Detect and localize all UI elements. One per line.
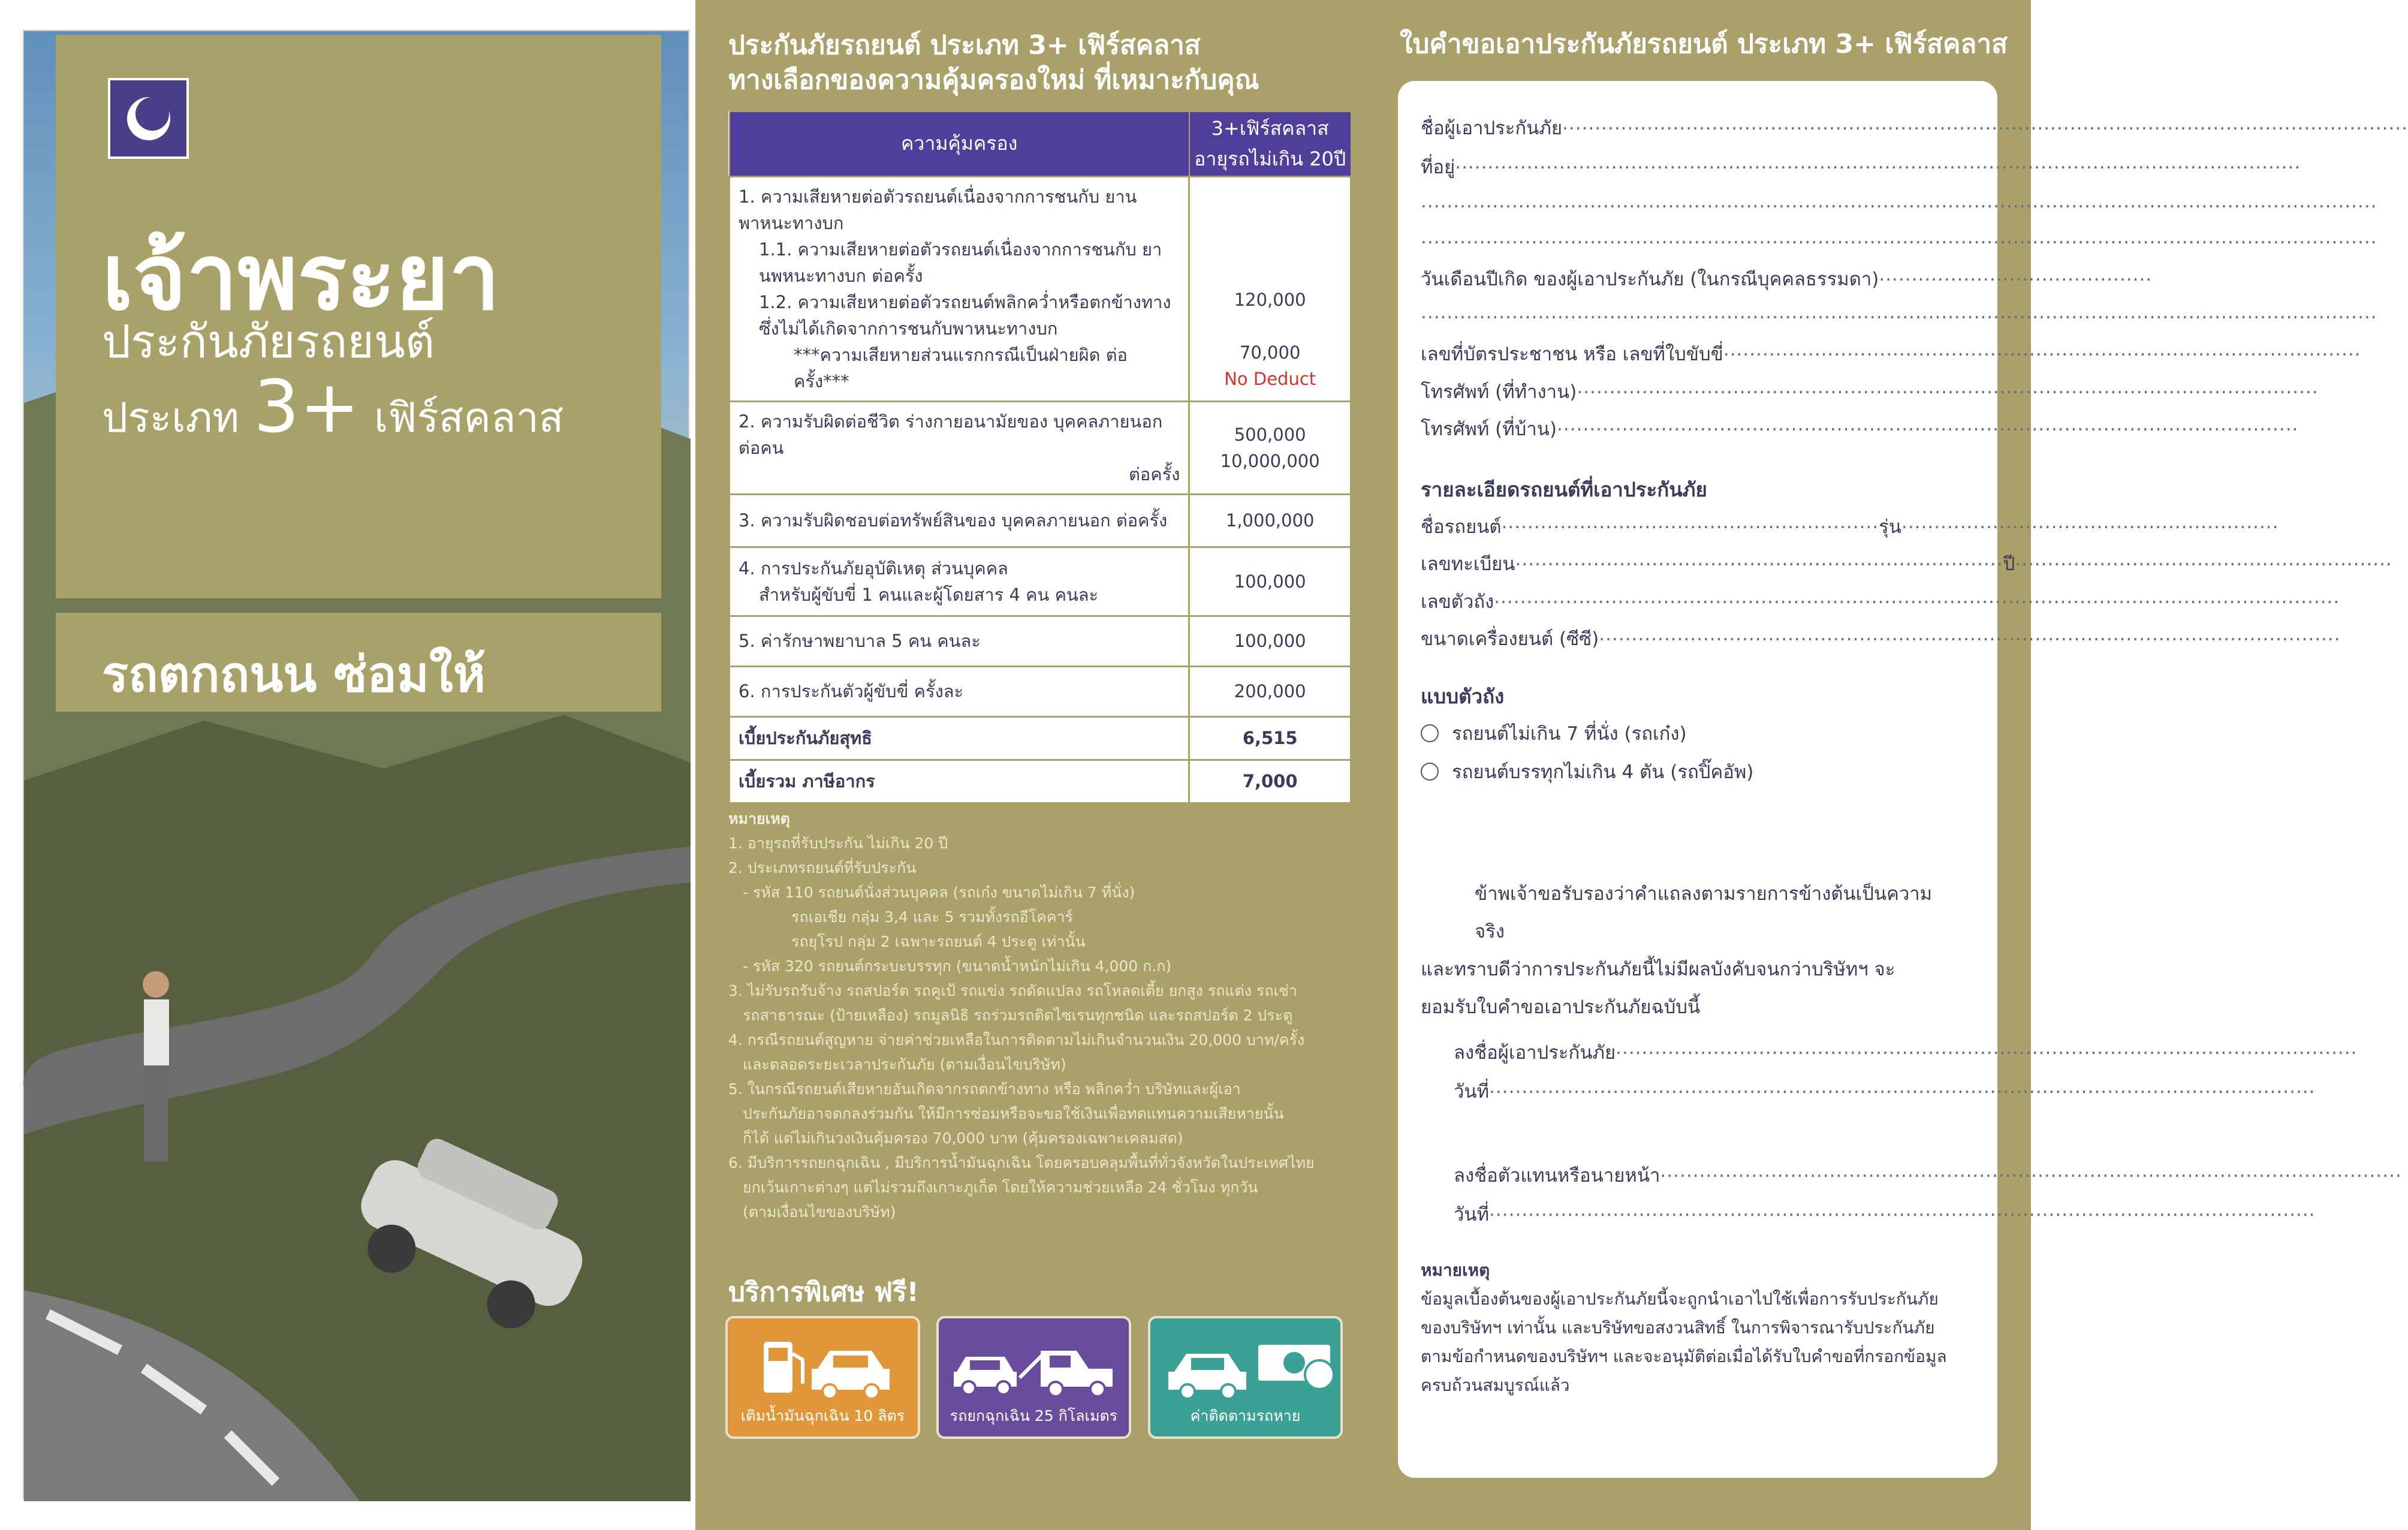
coverage-heading-1: ประกันภัยรถยนต์ ประเภท 3+ เฟิร์สคลาส xyxy=(728,30,1201,61)
car-details-heading: รายละเอียดรถยนต์ที่เอาประกันภัย xyxy=(1421,478,1707,501)
type-number: 3+ xyxy=(254,366,360,449)
form-note-heading: หมายเหตุ xyxy=(1421,1260,1490,1280)
row3-desc: 3. ความรับผิดชอบต่อทรัพย์สินของ บุคคลภายนอก ต่อครั้ง xyxy=(730,494,1189,547)
note-line: รถยุโรป กลุ่ม 2 เฉพาะรถยนต์ 4 ประตู เท่านั้น xyxy=(791,933,1086,950)
birth-date-field[interactable]: วันเดือนปีเกิด ของผู้เอาประกันภัย (ในกรณีบุคคลธรรมดา) .......................................... xyxy=(1421,264,1960,294)
row2-desc-b: ต่อครั้ง xyxy=(1128,463,1180,484)
field-label: วันเดือนปีเกิด ของผู้เอาประกันภัย (ในกรณีบุคคลธรรมดา) xyxy=(1421,269,1879,290)
field-label: ที่อยู่ xyxy=(1421,156,1455,178)
row1-1: 1.1. ความเสียหายต่อตัวรถยนต์เนื่องจากการชนกับ ยานพหนะทางบก ต่อครั้ง xyxy=(759,239,1162,286)
type-suffix: เฟิร์สคลาส xyxy=(374,394,564,442)
insured-name-field[interactable]: ชื่อผู้เอาประกันภัย .................................................................................................................................. xyxy=(1421,113,1960,143)
row4-value: 100,000 xyxy=(1189,547,1351,616)
row1-2-value: 70,000 xyxy=(1239,342,1301,363)
fuel-car-icon xyxy=(728,1327,923,1405)
radio-circle[interactable] xyxy=(1421,724,1439,742)
field-label: เลขทะเบียน xyxy=(1421,553,1515,575)
note-line: 3. ไม่รับรถรับจ้าง รถสปอร์ต รถคูเป้ รถแข่ง รถดัดแปลง รถโหลดเตี้ย ยกสูง รถแต่ง รถเช่า xyxy=(728,982,1298,999)
company-logo xyxy=(108,78,189,159)
insured-date-field[interactable]: วันที่ ............................................................................................................................... xyxy=(1454,1076,1960,1106)
col-plan-header xyxy=(1189,112,1351,176)
row2-value-2: 10,000,000 xyxy=(1220,450,1320,471)
note-line: (ตามเงื่อนไขของบริษัท) xyxy=(743,1203,896,1221)
body-type-option-pickup[interactable] xyxy=(1421,757,1753,787)
note-line: ประกันภัยอาจตกลงร่วมกัน ให้มีการซ่อมหรือจะขอใช้เงินเพื่อทดแทนความเสียหายนั้น xyxy=(743,1105,1284,1122)
declaration-line: ข้าพเจ้าขอรับรองว่าคำแถลงตามรายการข้างต้นเป็นความจริง xyxy=(1475,883,1933,942)
total-premium-label: เบี้ยรวม ภาษีอากร xyxy=(730,760,1189,803)
home-phone-field[interactable]: โทรศัพท์ (ที่บ้าน) .................................................................................................................. xyxy=(1421,414,1960,444)
row6-value: 200,000 xyxy=(1189,666,1351,716)
field-label: รุ่น xyxy=(1879,516,1901,538)
tow-truck-icon xyxy=(939,1327,1134,1405)
row1-1-value: 120,000 xyxy=(1234,289,1306,310)
option-label: รถยนต์ไม่เกิน 7 ที่นั่ง (รถเก๋ง) xyxy=(1452,723,1687,745)
row1-note-value: No Deduct xyxy=(1224,368,1316,389)
form-note-line: ครบถ้วนสมบูรณ์แล้ว xyxy=(1421,1375,1570,1395)
car-name-field[interactable]: ชื่อรถยนต์ .......................................................... รุ่น .......................................................... xyxy=(1421,511,1960,541)
product-subtitle: ประกันภัยรถยนต์ xyxy=(102,315,435,368)
form-note-line: ของบริษัทฯ เท่านั้น และบริษัทขอสงวนสิทธิ์ ในการพิจารณารับประกันภัย xyxy=(1421,1318,1935,1338)
field-label: วันที่ xyxy=(1454,1204,1490,1225)
car-money-icon xyxy=(1150,1327,1345,1405)
work-phone-field[interactable]: โทรศัพท์ (ที่ทำงาน) .................................................................................................................. xyxy=(1421,377,1960,406)
table-row xyxy=(730,716,1351,760)
field-label: วันที่ xyxy=(1454,1081,1490,1103)
product-type xyxy=(102,366,563,450)
note-line: 4. กรณีรถยนต์สูญหาย จ่ายค่าช่วยเหลือในการติดตามไม่เกินจำนวนเงิน 20,000 บาท/ครั้ง xyxy=(728,1031,1305,1049)
row2-desc: 2. ความรับผิดต่อชีวิต ร่างกายอนามัยของ บุคคลภายนอก ต่อคน xyxy=(739,411,1163,458)
note-line: - รหัส 320 รถยนต์กระบะบรรทุก (ขนาดน้ำหนักไม่เกิน 4,000 ก.ก) xyxy=(743,957,1172,975)
note-line: ก็ได้ แต่ไม่เกินวงเงินคุ้มครอง 70,000 บาท (คุ้มครองเฉพาะเคลมสด) xyxy=(743,1130,1183,1147)
application-form-panel xyxy=(1364,0,2408,1530)
field-label: ชื่อรถยนต์ xyxy=(1421,516,1502,538)
row5-desc: 5. ค่ารักษาพยาบาล 5 คน คนละ xyxy=(730,616,1189,666)
note-line: 2. ประเภทรถยนต์ที่รับประกัน xyxy=(728,859,917,877)
service-label-tow: รถยกฉุกเฉิน 25 กิโลเมตร xyxy=(950,1407,1118,1424)
field-label: เลขตัวถัง xyxy=(1421,591,1494,613)
agent-signature-field[interactable]: ลงชื่อตัวแทนหรือนายหน้า .................................................................................................................. xyxy=(1454,1160,1960,1190)
declaration-line: ยอมรับใบคำขอเอาประกันภัยฉบับนี้ xyxy=(1421,996,1701,1018)
col-plan-line2: อายุรถไม่เกิน 20ปี xyxy=(1194,147,1346,170)
form-note-line: ข้อมูลเบื้องต้นของผู้เอาประกันภัยนี้จะถูกนำเอาไปใช้เพื่อการรับประกันภัย xyxy=(1421,1289,1939,1309)
note-line: และตลอดระยะเวลาประกันภัย (ตามเงื่อนไขบริษัท) xyxy=(743,1056,1066,1073)
note-line: 6. มีบริการรถยกฉุกเฉิน , มีบริการน้ำมันฉุกเฉิน โดยครอบคลุมพื้นที่ทั่วจังหวัดในประเทศไทย xyxy=(728,1154,1315,1171)
note-line: รถสาธารณะ (ป้ายเหลือง) รถมูลนิธิ รถร่วมรถติดไซเรนทุกชนิด และรถสปอร์ต 2 ประตู xyxy=(743,1007,1293,1024)
field-label: เลขที่บัตรประชาชน หรือ เลขที่ใบขับขี่ xyxy=(1421,344,1723,365)
form-note-line: ตามข้อกำหนดของบริษัทฯ และจะอนุมัติต่อเมื่อได้รับใบคำขอที่กรอกข้อมูล xyxy=(1421,1347,1947,1366)
table-row xyxy=(730,401,1351,494)
row6-desc: 6. การประกันตัวผู้ขับขี่ ครั้งละ xyxy=(730,666,1189,716)
radio-circle[interactable] xyxy=(1421,763,1439,781)
engine-size-field[interactable]: ขนาดเครื่องยนต์ (ซีซี) .................................................................................................................. xyxy=(1421,624,1960,653)
declaration-line: และทราบดีว่าการประกันภัยนี้ไม่มีผลบังคับจนกว่าบริษัทฯ จะ xyxy=(1421,959,1895,980)
service-label-tracking: ค่าติดตามรถหาย xyxy=(1190,1407,1301,1424)
table-row xyxy=(730,547,1351,616)
coverage-panel xyxy=(695,0,1364,1530)
form-note xyxy=(1421,1256,1960,1400)
col-plan-line1: 3+เฟิร์สคลาส xyxy=(1211,116,1329,140)
note-line: - รหัส 110 รถยนต์นั่งส่วนบุคคล (รถเก๋ง ขนาดไม่เกิน 7 ที่นั่ง) xyxy=(743,884,1135,901)
plate-field[interactable]: เลขทะเบียน ........................................................................... ปี .......................................................... xyxy=(1421,549,1960,579)
field-label: ขนาดเครื่องยนต์ (ซีซี) xyxy=(1421,628,1599,650)
id-number-field[interactable]: เลขที่บัตรประชาชน หรือ เลขที่ใบขับขี่ .................................................................................................. xyxy=(1421,339,1960,369)
row4-desc: 4. การประกันภัยอุบัติเหตุ ส่วนบุคคล xyxy=(739,558,1008,579)
table-row xyxy=(730,666,1351,716)
net-premium-value: 6,515 xyxy=(1189,716,1351,760)
service-card-fuel xyxy=(725,1316,920,1439)
field-label: ลงชื่อตัวแทนหรือนายหน้า xyxy=(1454,1165,1660,1186)
row1-2: 1.2. ความเสียหายต่อตัวรถยนต์พลิกคว่ำหรือตกข้างทาง ซึ่งไม่ได้เกิดจากการชนกับพาหนะทางบก xyxy=(759,291,1171,339)
brand-name: เจ้าพระยา xyxy=(102,224,501,330)
row2-value-1: 500,000 xyxy=(1234,424,1306,445)
cover-panel xyxy=(0,0,695,1530)
declaration xyxy=(1421,875,1960,1026)
body-type-heading: แบบตัวถัง xyxy=(1421,685,1505,708)
table-row xyxy=(730,176,1351,401)
field-label: ลงชื่อผู้เอาประกันภัย xyxy=(1454,1042,1616,1064)
service-card-tow xyxy=(936,1316,1131,1439)
table-row xyxy=(730,494,1351,547)
type-prefix: ประเภท xyxy=(102,394,240,442)
notes-heading: หมายเหตุ xyxy=(728,810,790,827)
birth-date-line-2[interactable]: ................................................................................................................................................... xyxy=(1421,302,2377,323)
row4-desc-b: สำหรับผู้ขับขี่ 1 คนและผู้โดยสาร 4 คน คนละ xyxy=(759,584,1099,605)
row5-value: 100,000 xyxy=(1189,616,1351,666)
note-line: รถเอเชีย กลุ่ม 3,4 และ 5 รวมทั้งรถอีโคคาร์ xyxy=(791,908,1074,926)
table-row xyxy=(730,616,1351,666)
service-card-tracking xyxy=(1148,1316,1343,1439)
slogan: รถตกถนน ซ่อมให้ xyxy=(102,646,486,703)
note-line: ยกเว้นเกาะต่างๆ แต่ไม่รวมถึงเกาะภูเก็ต โดยให้ความช่วยเหลือ 24 ชั่วโมง ทุกวัน xyxy=(743,1179,1258,1196)
agent-date-field[interactable]: วันที่ ............................................................................................................................... xyxy=(1454,1199,1960,1229)
body-type-option-sedan[interactable] xyxy=(1421,718,1687,748)
form-heading: ใบคำขอเอาประกันภัยรถยนต์ ประเภท 3+ เฟิร์สคลาส xyxy=(1400,29,2008,59)
table-header-row xyxy=(730,112,1351,176)
services-heading: บริการพิเศษ ฟรี! xyxy=(728,1277,919,1308)
row1-note: ***ความเสียหายส่วนแรกกรณีเป็นฝ่ายผิด ต่อครั้ง*** xyxy=(794,344,1128,391)
col-coverage-header: ความคุ้มครอง xyxy=(730,112,1189,176)
note-line: 1. อายุรถที่รับประกัน ไม่เกิน 20 ปี xyxy=(728,835,948,852)
coverage-table xyxy=(728,111,1352,804)
address-line-3[interactable]: ................................................................................................................................................... xyxy=(1421,227,2377,248)
field-label: ชื่อผู้เอาประกันภัย xyxy=(1421,118,1562,139)
crescent-logo-icon xyxy=(119,89,179,149)
note-line: 5. ในกรณีรถยนต์เสียหายอันเกิดจากรถตกข้างทาง หรือ พลิกคว่ำ บริษัทและผู้เอา xyxy=(728,1080,1241,1098)
total-premium-value: 7,000 xyxy=(1189,760,1351,803)
field-label: ปี xyxy=(2003,553,2015,575)
notes-block xyxy=(728,806,1358,1224)
row3-value: 1,000,000 xyxy=(1189,494,1351,547)
coverage-heading-2: ทางเลือกของความคุ้มครองใหม่ ที่เหมาะกับคุณ xyxy=(728,65,1259,95)
table-row xyxy=(730,760,1351,803)
service-label-fuel: เติมน้ำมันฉุกเฉิน 10 ลิตร xyxy=(740,1407,905,1424)
address-field[interactable]: ที่อยู่ .................................................................................................................................. xyxy=(1421,152,1960,182)
field-label: โทรศัพท์ (ที่ทำงาน) xyxy=(1421,381,1577,403)
net-premium-label: เบี้ยประกันภัยสุทธิ xyxy=(730,716,1189,760)
field-label: โทรศัพท์ (ที่บ้าน) xyxy=(1421,418,1557,440)
option-label: รถยนต์บรรทุกไม่เกิน 4 ตัน (รถปิ๊คอัพ) xyxy=(1452,761,1754,783)
insured-signature-field[interactable]: ลงชื่อผู้เอาประกันภัย .................................................................................................................. xyxy=(1454,1037,1960,1067)
row1-title: 1. ความเสียหายต่อตัวรถยนต์เนื่องจากการชนกับ ยานพาหนะทางบก xyxy=(739,186,1137,233)
chassis-field[interactable]: เลขตัวถัง .................................................................................................................................. xyxy=(1421,586,1960,616)
address-line-2[interactable]: ................................................................................................................................................... xyxy=(1421,191,2377,212)
